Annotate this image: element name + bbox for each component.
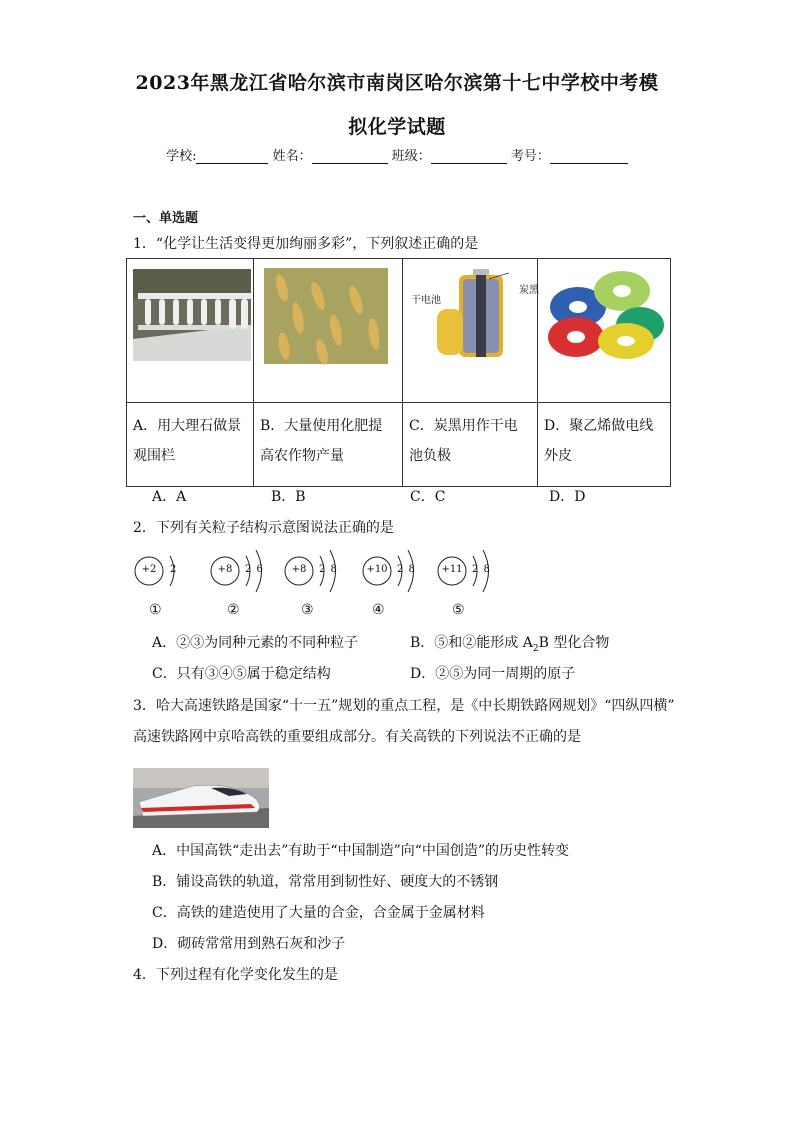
number-label: 考号： [510,149,550,164]
battery-label-left: 干电池 [411,295,441,306]
atom-5-shells: 2 8 [472,564,490,575]
battery-label-right: 炭黑 [519,285,539,296]
q1-option-a: A．A [152,489,187,505]
atom-4-nucleus: +10 [366,564,388,575]
q1-image-cell-d [538,259,671,403]
q1-stem: 1．“化学让生活变得更加绚丽多彩”，下列叙述正确的是 [133,236,479,252]
q3-option-a: A．中国高铁“走出去”有助于“中国制造”向“中国创造”的历史性转变 [152,843,570,859]
name-blank [312,149,388,164]
student-info-row [0,145,794,164]
q3-stem-line-2: 高速铁路网中京哈高铁的重要组成部分。有关高铁的下列说法不正确的是 [133,729,581,745]
atom-label-2: ② [227,602,240,618]
class-blank [431,149,507,164]
atom-2-nucleus: +8 [217,564,233,575]
q1-caption-a: A．用大理石做景观围栏 [127,403,254,487]
q1-caption-c: C．炭黑用作干电池负极 [403,403,538,487]
class-label: 班级： [391,149,431,164]
school-blank [196,149,268,164]
q1-image-cell-a [127,259,254,403]
atom-label-4: ④ [372,602,385,618]
q2-option-d: D．②⑤为同一周期的原子 [410,666,576,682]
atom-4-shells: 2 8 [397,564,415,575]
page-title-line-2: 拟化学试题 [348,116,446,138]
q4-stem: 4．下列过程有化学变化发生的是 [133,967,338,983]
wire-coils-image [544,267,664,363]
atom-diagram-1 [134,548,184,600]
atom-2-shells: 2 6 [245,564,263,575]
section-heading: 一、单选题 [133,211,199,226]
q1-image-cell-c [403,259,538,403]
q1-caption-b: B．大量使用化肥提高农作物产量 [254,403,403,487]
q3-option-d: D．砌砖常常用到熟石灰和沙子 [152,936,346,952]
name-label: 姓名： [272,149,312,164]
atom-label-1: ① [149,602,162,618]
q1-option-c: C．C [410,489,446,505]
q3-option-c: C．高铁的建造使用了大量的合金，合金属于金属材料 [152,905,485,921]
q2-option-a: A．②③为同种元素的不同种粒子 [152,635,359,651]
q3-stem-line-1: 3．哈大高速铁路是国家“十一五”规划的重点工程，是《中长期铁路网规划》“四纵四横” [133,698,675,714]
page-title-line-1: 2023年黑龙江省哈尔滨市南岗区哈尔滨第十七中学校中考模 [135,72,659,94]
atom-3-shells: 2 8 [319,564,337,575]
atom-diagram-3 [284,548,346,600]
q2-option-b-post: B 型化合物 [538,635,610,651]
atom-label-3: ③ [301,602,314,618]
q2-option-b-pre: B．⑤和②能形成 A [410,635,533,651]
q2-stem: 2．下列有关粒子结构示意图说法正确的是 [133,520,394,536]
atom-3-nucleus: +8 [291,564,307,575]
atom-label-5: ⑤ [452,602,465,618]
number-blank [550,149,628,164]
q2-option-b-sub: 2 [532,643,539,654]
q1-table [126,258,671,487]
atom-1-shells: 2 [170,564,177,575]
q1-caption-d: D．聚乙烯做电线外皮 [538,403,671,487]
high-speed-train-image [133,768,269,828]
q1-option-b: B．B [271,489,306,505]
school-label: 学校: [166,149,197,164]
atom-diagram-2 [210,548,272,600]
atom-5-nucleus: +11 [441,564,463,575]
q3-option-b: B．铺设高铁的轨道，常常用到韧性好、硬度大的不锈钢 [152,874,499,890]
atom-1-nucleus: +2 [141,564,157,575]
q2-option-c: C．只有③④⑤属于稳定结构 [152,666,331,682]
marble-railing-image [133,269,251,361]
atom-diagram-5 [437,548,499,600]
dry-battery-image [429,269,519,361]
rice-field-image [264,268,388,364]
q1-option-d: D．D [549,489,586,505]
atom-diagram-4 [362,548,424,600]
q2-option-b [410,632,609,654]
q1-image-cell-b [254,259,403,403]
